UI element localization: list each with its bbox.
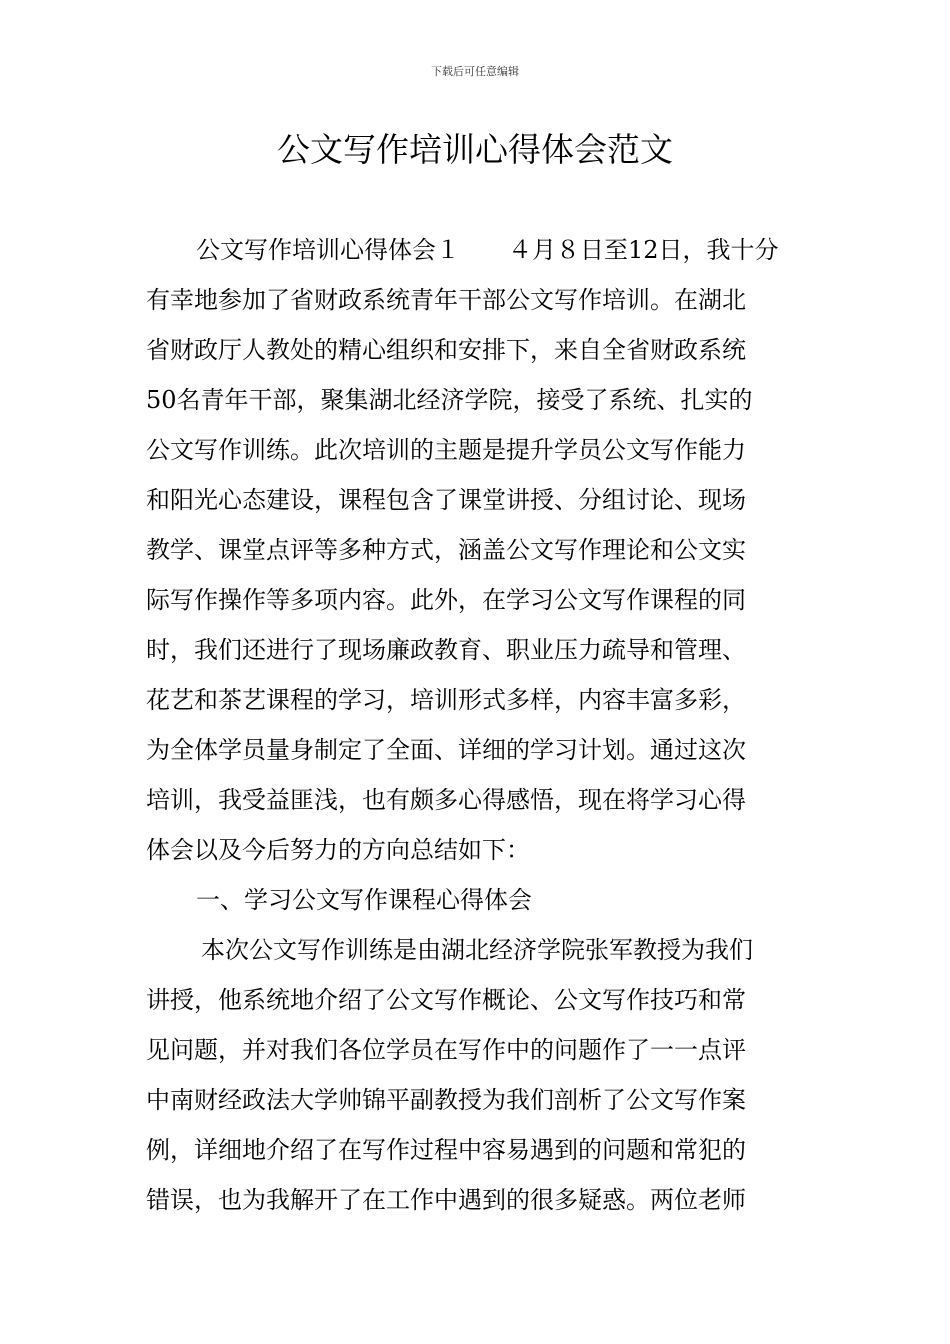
body-line: 中南财经政法大学帅锦平副教授为我们剖析了公文写作案 <box>146 1086 746 1114</box>
body-line: 例，详细地介绍了在写作过程中容易遇到的问题和常犯的 <box>146 1136 746 1164</box>
body-line: 讲授，他系统地介绍了公文写作概论、公文写作技巧和常 <box>146 986 746 1014</box>
body-line: 培训，我受益匪浅，也有颇多心得感悟，现在将学习心得 <box>146 786 746 814</box>
document-body <box>146 225 806 1225</box>
page-header-note: 下载后可任意编辑 <box>431 65 519 78</box>
body-line: 错误，也为我解开了在工作中遇到的很多疑惑。两位老师 <box>146 1186 746 1214</box>
body-line: 为全体学员量身制定了全面、详细的学习计划。通过这次 <box>146 736 746 764</box>
body-line: 省财政厅人教处的精心组织和安排下，来自全省财政系统 <box>146 336 746 364</box>
body-line: 和阳光心态建设，课程包含了课堂讲授、分组讨论、现场 <box>146 486 746 514</box>
body-line: 本次公文写作训练是由湖北经济学院张军教授为我们 <box>201 936 753 964</box>
body-line: 花艺和茶艺课程的学习，培训形式多样，内容丰富多彩， <box>146 686 746 714</box>
body-line: 体会以及今后努力的方向总结如下： <box>146 836 530 864</box>
body-line: 见问题，并对我们各位学员在写作中的问题作了一一点评 <box>146 1036 746 1064</box>
body-line: 公文写作训练。此次培训的主题是提升学员公文写作能力 <box>146 436 746 464</box>
body-line: 际写作操作等多项内容。此外，在学习公文写作课程的同 <box>146 586 746 614</box>
section-heading: 一、学习公文写作课程心得体会 <box>196 886 532 914</box>
body-line: 50名青年干部，聚集湖北经济学院，接受了系统、扎实的 <box>146 386 753 414</box>
body-line: 公文写作培训心得体会１ ４月８日至12日，我十分 <box>196 236 779 264</box>
body-line: 时，我们还进行了现场廉政教育、职业压力疏导和管理、 <box>146 636 746 664</box>
body-line: 教学、课堂点评等多种方式，涵盖公文写作理论和公文实 <box>146 536 746 564</box>
document-title: 公文写作培训心得体会范文 <box>277 130 673 169</box>
body-line: 有幸地参加了省财政系统青年干部公文写作培训。在湖北 <box>146 286 746 314</box>
